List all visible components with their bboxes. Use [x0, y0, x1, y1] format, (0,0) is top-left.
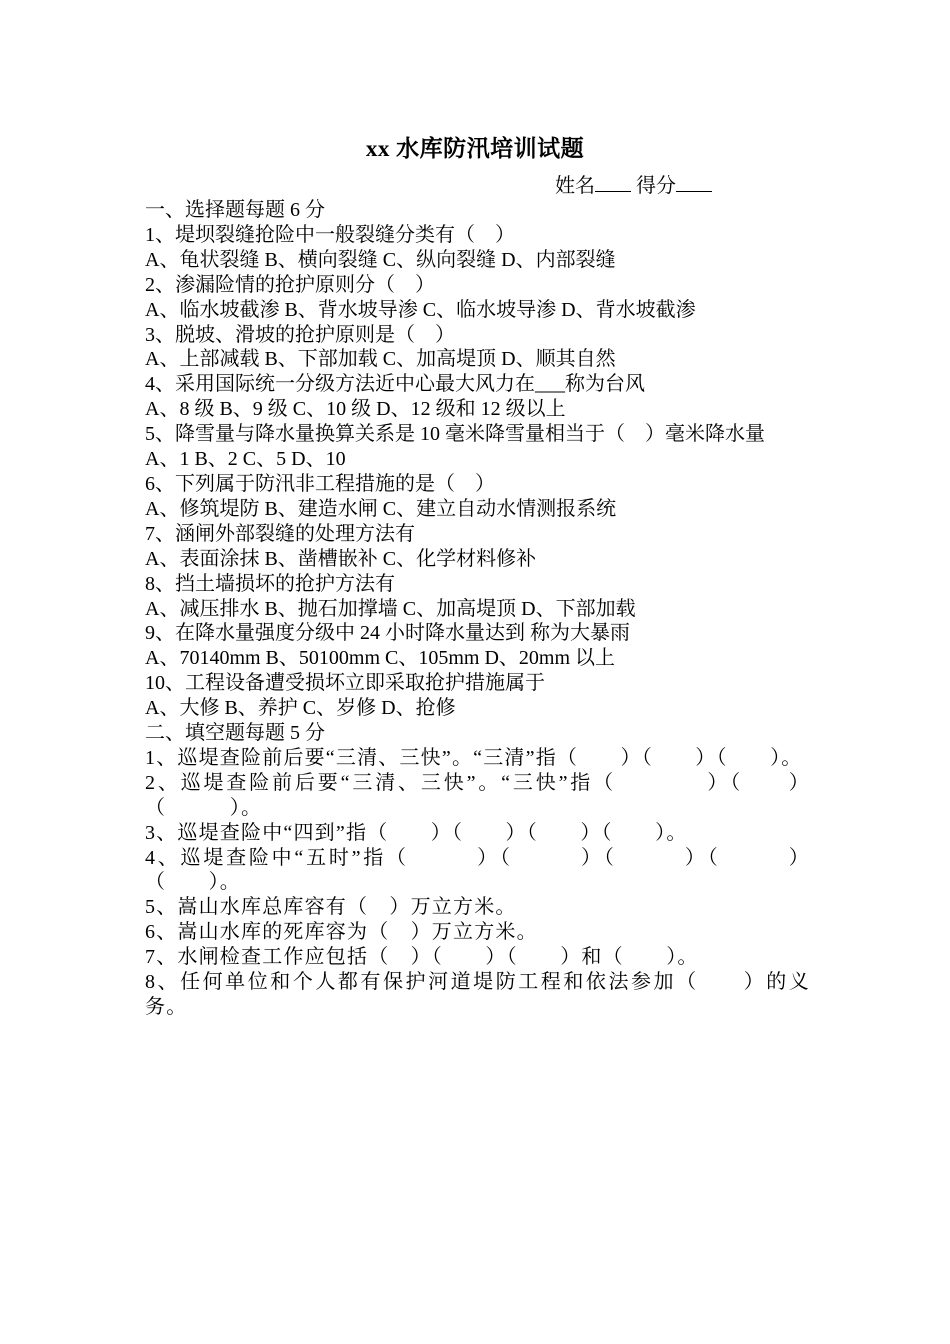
answer-options: A、龟状裂缝 B、横向裂缝 C、纵向裂缝 D、内部裂缝	[145, 248, 616, 271]
question-text: 10、工程设备遭受损坏立即采取抢护措施属于	[145, 672, 545, 695]
page-title: xx 水库防汛培训试题	[365, 136, 585, 161]
answer-options: A、上部减载 B、下部加载 C、加高堤顶 D、顺其自然	[145, 348, 616, 371]
answer-options: A、70140mm B、50100mm C、105mm D、20mm 以上	[145, 647, 616, 670]
answer-options: A、表面涂抹 B、凿槽嵌补 C、化学材料修补	[145, 547, 537, 570]
name-label: 姓名	[555, 175, 595, 197]
name-score-line	[555, 173, 712, 199]
answer-options: A、修筑堤防 B、建造水闸 C、建立自动水情测报系统	[145, 497, 617, 520]
answer-options: A、8 级 B、9 级 C、10 级 D、12 级和 12 级以上	[145, 398, 566, 421]
question-text: 4、采用国际统一分级方法近中心最大风力在___称为台风	[145, 373, 645, 396]
fill-blank-item: 8、任何单位和个人都有保护河道堤防工程和依法参加（ ）的义务。	[145, 971, 810, 1018]
question-text: 7、涵闸外部裂缝的处理方法有	[145, 522, 415, 545]
score-blank	[676, 173, 712, 192]
question-text: 9、在降水量强度分级中 24 小时降水量达到 称为大暴雨	[145, 622, 630, 645]
question-text: 1、堤坝裂缝抢险中一般裂缝分类有（ ）	[145, 223, 515, 246]
fill-blank-item: 2、巡堤查险前后要“三清、三快”。“三快”指（ ）（ ）（ ）。	[145, 771, 810, 819]
section-heading: 二、填空题每题 5 分	[145, 722, 325, 745]
question-text: 2、渗漏险情的抢护原则分（ ）	[145, 273, 435, 296]
exam-body	[145, 198, 810, 1020]
question-text: 8、挡土墙损坏的抢护方法有	[145, 572, 395, 595]
score-label: 得分	[631, 175, 676, 197]
answer-options: A、减压排水 B、抛石加撑墙 C、加高堤顶 D、下部加载	[145, 597, 636, 620]
section-heading: 一、选择题每题 6 分	[145, 199, 325, 221]
fill-blank-item: 3、巡堤查险中“四到”指（ ）（ ）（ ）（ ）。	[145, 821, 688, 844]
fill-blank-item: 4、巡堤查险中“五时”指（ ）（ ）（ ）（ ）（ ）。	[145, 846, 810, 894]
fill-blank-item: 5、嵩山水库总库容有（ ）万立方米。	[145, 896, 517, 919]
fill-blank-item: 6、嵩山水库的死库容为（ ）万立方米。	[145, 921, 538, 944]
question-text: 6、下列属于防汛非工程措施的是（ ）	[145, 472, 495, 495]
answer-options: A、大修 B、养护 C、岁修 D、抢修	[145, 697, 456, 720]
question-text: 3、脱坡、滑坡的抢护原则是（ ）	[145, 323, 455, 346]
answer-options: A、临水坡截渗 B、背水坡导渗 C、临水坡导渗 D、背水坡截渗	[145, 298, 696, 321]
answer-options: A、1 B、2 C、5 D、10	[145, 448, 346, 471]
name-blank	[595, 173, 631, 192]
question-text: 5、降雪量与降水量换算关系是 10 毫米降雪量相当于（ ）毫米降水量	[145, 423, 765, 446]
fill-blank-item: 7、水闸检查工作应包括（ ）（ ）（ ）和（ ）。	[145, 946, 699, 969]
fill-blank-item: 1、巡堤查险前后要“三清、三快”。“三清”指（ ）（ ）（ ）。	[145, 746, 803, 769]
